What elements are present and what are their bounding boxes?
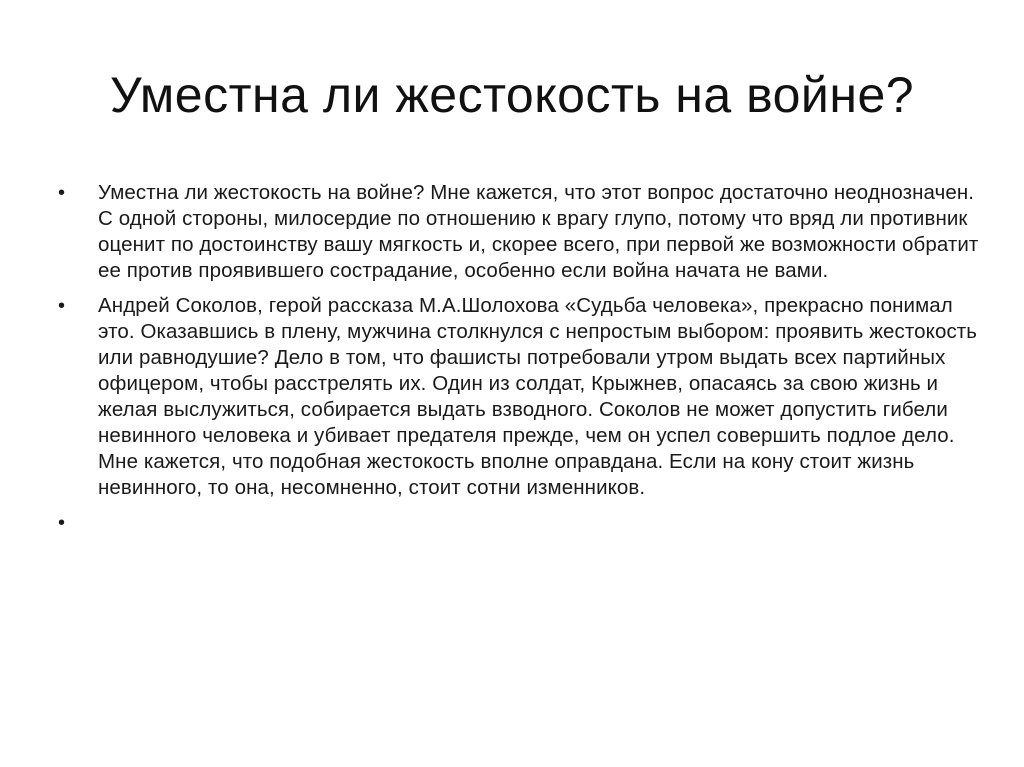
slide-title: Уместна ли жестокость на войне? bbox=[109, 67, 915, 123]
bullet-marker: • bbox=[58, 182, 66, 204]
bullet-item-3 bbox=[52, 510, 982, 536]
bullet-item-1 bbox=[52, 180, 982, 284]
bullet-text: Уместна ли жестокость на войне? Мне кажется, что этот вопрос достаточно неоднозначен. С одной стороны, милосердие по отношению к врагу глупо, потому что вряд ли противник оценит по достоинству вашу мягкость и, скорее всего, при первой же возможности обратит ее против проявившего сострадание, особенно если война начата не вами. bbox=[98, 181, 979, 282]
bullet-list bbox=[52, 180, 982, 545]
bullet-text: Андрей Соколов, герой рассказа М.А.Шолохова «Судьба человека», прекрасно понимал это. Оказавшись в плену, мужчина столкнулся с непростым выбором: проявить жестокость или равнодушие? Дело в том, что фашисты потребовали утром выдать всех партийных офицером, чтобы расстрелять их. Один из солдат, Крыжнев, опасаясь за свою жизнь и желая выслужиться, собирается выдать взводного. Соколов не может допустить гибели невинного человека и убивает предателя прежде, чем он успел совершить подлое дело. Мне кажется, что подобная жестокость вполне оправдана. Если на кону стоит жизнь невинного, то она, несомненно, стоит сотни изменников. bbox=[98, 294, 978, 499]
bullet-marker: • bbox=[58, 295, 66, 317]
bullet-item-2 bbox=[52, 293, 982, 501]
bullet-marker: • bbox=[58, 512, 66, 534]
